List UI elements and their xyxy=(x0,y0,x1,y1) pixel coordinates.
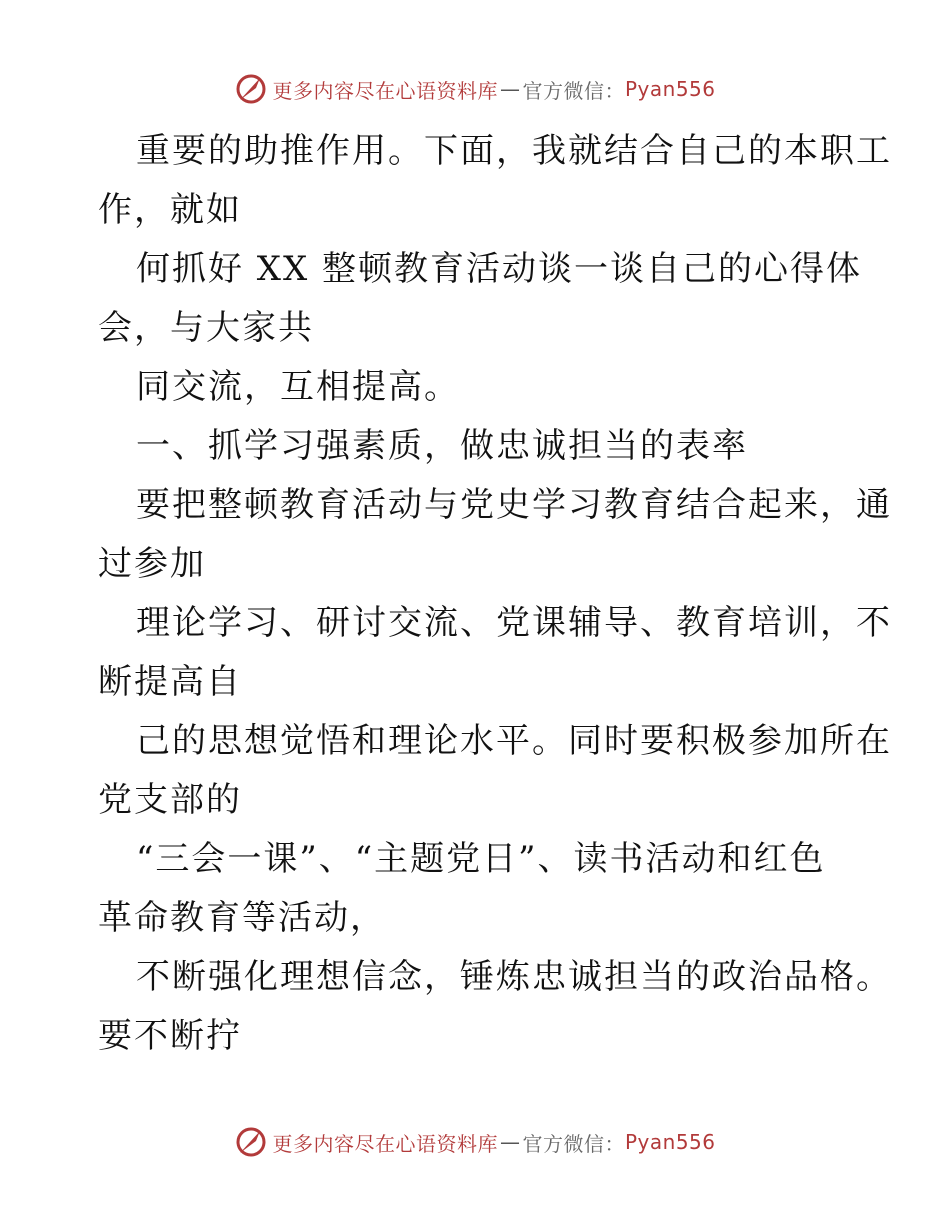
watermark-wechat-id: Pyan556 xyxy=(624,1130,716,1154)
watermark-site: 更多内容尽在心语资料库 xyxy=(272,1131,498,1156)
text-line: 不断强化理想信念，锤炼忠诚担当的政治品格。 xyxy=(136,957,892,997)
footer-watermark xyxy=(0,1125,950,1159)
watermark-site: 更多内容尽在心语资料库 xyxy=(272,78,498,103)
watermark-label: 官方微信： xyxy=(522,1131,625,1156)
text-line: 重要的助推作用。下面，我就结合自己的本职工 xyxy=(136,131,892,171)
text-line: 己的思想觉悟和理论水平。同时要积极参加所在 xyxy=(136,721,892,761)
text-line: 何抓好 XX 整顿教育活动谈一谈自己的心得体 xyxy=(136,249,863,289)
header-watermark xyxy=(0,72,950,106)
text-line: 要不断拧 xyxy=(98,1016,242,1056)
text-line: 作，就如 xyxy=(98,190,242,230)
text-line: 革命教育等活动， xyxy=(98,898,386,938)
section-heading: 一、抓学习强素质，做忠诚担当的表率 xyxy=(136,426,748,466)
document-body xyxy=(98,122,892,1066)
text-line: “三会一课”、“主题党日”、读书活动和红色 xyxy=(136,839,826,879)
text-line: 断提高自 xyxy=(98,662,242,702)
text-line: 过参加 xyxy=(98,544,206,584)
watermark-separator: — xyxy=(499,77,521,101)
text-line: 会，与大家共 xyxy=(98,308,314,348)
text-line: 理论学习、研讨交流、党课辅导、教育培训，不 xyxy=(136,603,892,643)
text-line: 党支部的 xyxy=(98,780,242,820)
text-line: 要把整顿教育活动与党史学习教育结合起来，通 xyxy=(136,485,892,525)
text-line: 同交流，互相提高。 xyxy=(136,367,460,407)
quill-logo-icon xyxy=(234,72,268,106)
watermark-label: 官方微信： xyxy=(522,78,625,103)
quill-logo-icon xyxy=(234,1125,268,1159)
watermark-separator: — xyxy=(499,1130,521,1154)
watermark-wechat-id: Pyan556 xyxy=(624,77,716,101)
